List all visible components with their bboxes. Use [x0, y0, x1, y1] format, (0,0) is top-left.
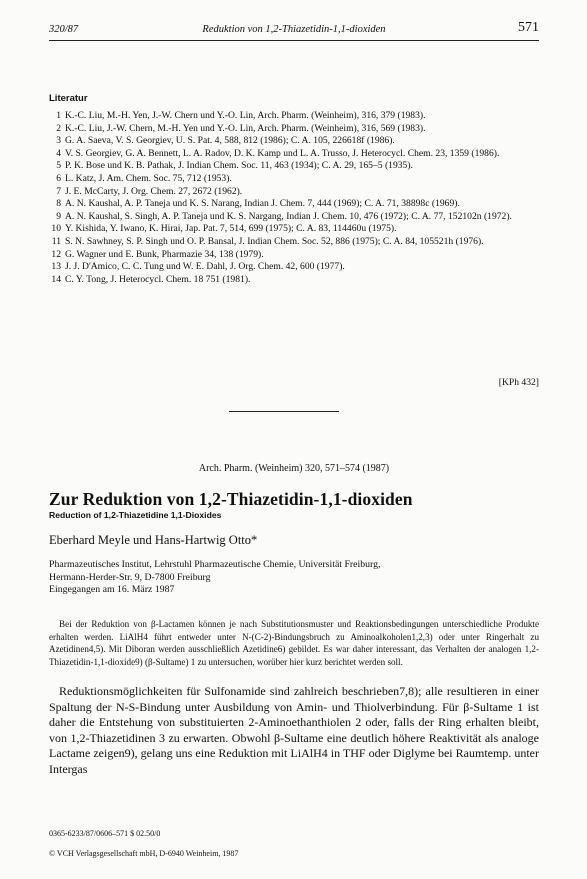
reference-item: [49, 186, 539, 199]
body-paragraph: Reduktionsmöglichkeiten für Sulfonamide sind zahlreich beschrieben7,8); alle resultieren in einer Spaltung der N-S-Bindung unter Ausbildung von Amin- und Thiolverbindung. Für β-Sultame 1 ist daher die Entstehung von substituierten 2-Aminoethanthiolen 2 oder, falls der Ring erhalten bleibt, von 1,2-Thiazetidinen 3 zu erwarten. Obwohl β-Sultame eine deutlich höhere Reaktivität als analoge Lactame zeigen9), gelang uns eine Reduktion mit LiAlH4 in THF oder Diglyme bei Raumtemp. unter Intergas: [49, 684, 539, 776]
reference-text: A. N. Kaushal, S. Singh, A. P. Taneja und K. S. Nargang, Indian J. Chem. 10, 476 (1972); C. A. 77, 152102n (1972).: [65, 210, 512, 222]
reference-text: Y. Kishida, Y. Iwano, K. Hirai, Jap. Pat. 7, 514, 699 (1975); C. A. 83, 114460u (1975).: [65, 223, 397, 235]
reference-item: [49, 223, 539, 236]
header-issue: 320/87: [49, 24, 79, 35]
reference-item: [49, 148, 539, 161]
reference-list: [49, 110, 539, 286]
article-title: Zur Reduktion von 1,2-Thiazetidin-1,1-dioxiden: [49, 489, 413, 509]
reference-number: 1: [56, 110, 61, 121]
reference-text: S. N. Sawhney, S. P. Singh und O. P. Bansal, J. Indian Chem. Soc. 52, 886 (1975); C. A. 84, 105521h (1976).: [65, 235, 484, 247]
header-rule: [49, 40, 539, 41]
reference-item: [49, 274, 539, 287]
reference-number: 11: [51, 235, 61, 247]
copyright-notice: © VCH Verlagsgesellschaft mbH, D-6940 Weinheim, 1987: [49, 849, 239, 858]
reference-number: 4: [56, 147, 61, 159]
header-title: Reduktion von 1,2-Thiazetidin-1,1-dioxiden: [202, 24, 386, 35]
reference-number: 9: [56, 210, 61, 222]
reference-text: L. Katz, J. Am. Chem. Soc. 75, 712 (1953).: [65, 172, 232, 184]
manuscript-tag: [KPh 432]: [498, 377, 539, 388]
reference-number: 6: [56, 172, 61, 184]
reference-number: 7: [56, 185, 61, 197]
reference-number: 8: [56, 198, 61, 210]
page-number: 571: [518, 20, 539, 35]
reference-text: P. K. Bose und K. B. Pathak, J. Indian Chem. Soc. 11, 463 (1934); C. A. 29, 165–5 (1935).: [65, 160, 413, 172]
reference-number: 12: [51, 248, 61, 260]
reference-number: 5: [56, 160, 61, 172]
reference-text: V. S. Georgiev, G. A. Bennett, L. A. Radov, D. K. Kamp und L. A. Trusso, J. Heterocycl. Chem. 23, 1359 (1986).: [65, 147, 500, 159]
article-citation: Arch. Pharm. (Weinheim) 320, 571–574 (1987): [198, 463, 390, 474]
reference-item: [49, 135, 539, 148]
reference-text: K.-C. Liu, M.-H. Yen, J.-W. Chern und Y.-O. Lin, Arch. Pharm. (Weinheim), 316, 379 (1983).: [65, 110, 426, 121]
reference-text: C. Y. Tong, J. Heterocycl. Chem. 18 751 (1981).: [65, 273, 251, 285]
running-header: [49, 20, 539, 38]
received-date: Eingegangen am 16. März 1987: [49, 584, 175, 596]
reference-number: 3: [56, 135, 61, 147]
reference-item: [49, 261, 539, 274]
abstract-paragraph: Bei der Reduktion von β-Lactamen können je nach Substitutionsmuster und Reaktionsbedingungen unterschiedliche Produkte erhalten werden. LiAlH4 führt entweder unter N-(C-2)-Bindungsbruch zu Aminoalkoholen1,2,3) oder unter Ringerhalt zu Azetidinen4,5). Mit Diboran werden ausschließlich Azetidine6) gebildet. Es war daher interessant, das Verhalten der analogen 1,2-Thiazetidin-1,1-dioxide9) (β-Sultame) 1 zu untersuchen, worüber hier kurz berichtet werden soll.: [49, 619, 539, 667]
reference-text: G. Wagner und E. Bunk, Pharmazie 34, 138 (1979).: [65, 248, 264, 260]
reference-item: [49, 123, 539, 136]
article-subtitle: Reduction of 1,2-Thiazetidine 1,1-Dioxides: [49, 510, 222, 520]
reference-number: 10: [51, 223, 61, 235]
affiliation-line: Pharmazeutisches Institut, Lehrstuhl Pharmazeutische Chemie, Universität Freiburg,: [49, 559, 381, 570]
reference-item: [49, 211, 539, 224]
reference-text: G. A. Saeva, V. S. Georgiev, U. S. Pat. 4, 588, 812 (1986); C. A. 105, 226618f (1986).: [65, 135, 395, 147]
reference-number: 13: [51, 261, 61, 273]
reference-item: [49, 173, 539, 186]
reference-text: J. E. McCarty, J. Org. Chem. 27, 2672 (1962).: [65, 185, 243, 197]
reference-text: A. N. Kaushal, A. P. Taneja und K. S. Narang, Indian J. Chem. 7, 444 (1969); C. A. 71, 38898c (1969).: [65, 198, 460, 210]
reference-item: [49, 236, 539, 249]
affiliation-line: Hermann-Herder-Str. 9, D-7800 Freiburg: [49, 571, 211, 583]
reference-text: K.-C. Liu, J.-W. Chern, M.-H. Yen und Y.-O. Lin, Arch. Pharm. (Weinheim), 316, 569 (1983).: [65, 122, 426, 134]
reference-number: 14: [51, 273, 61, 285]
section-divider: [229, 411, 339, 412]
literature-heading: Literatur: [49, 93, 88, 104]
reference-number: 2: [56, 122, 61, 134]
author-affiliation: [49, 559, 380, 597]
reference-item: [49, 249, 539, 262]
reference-item: [49, 198, 539, 211]
reference-item: [49, 110, 539, 123]
article-code: 0365-6233/87/0606–571 $ 02.50/0: [49, 829, 161, 838]
reference-item: [49, 160, 539, 173]
article-authors: Eberhard Meyle und Hans-Hartwig Otto*: [49, 533, 258, 547]
reference-text: J. J. D'Amico, C. C. Tung und W. E. Dahl, J. Org. Chem. 42, 600 (1977).: [65, 261, 345, 273]
